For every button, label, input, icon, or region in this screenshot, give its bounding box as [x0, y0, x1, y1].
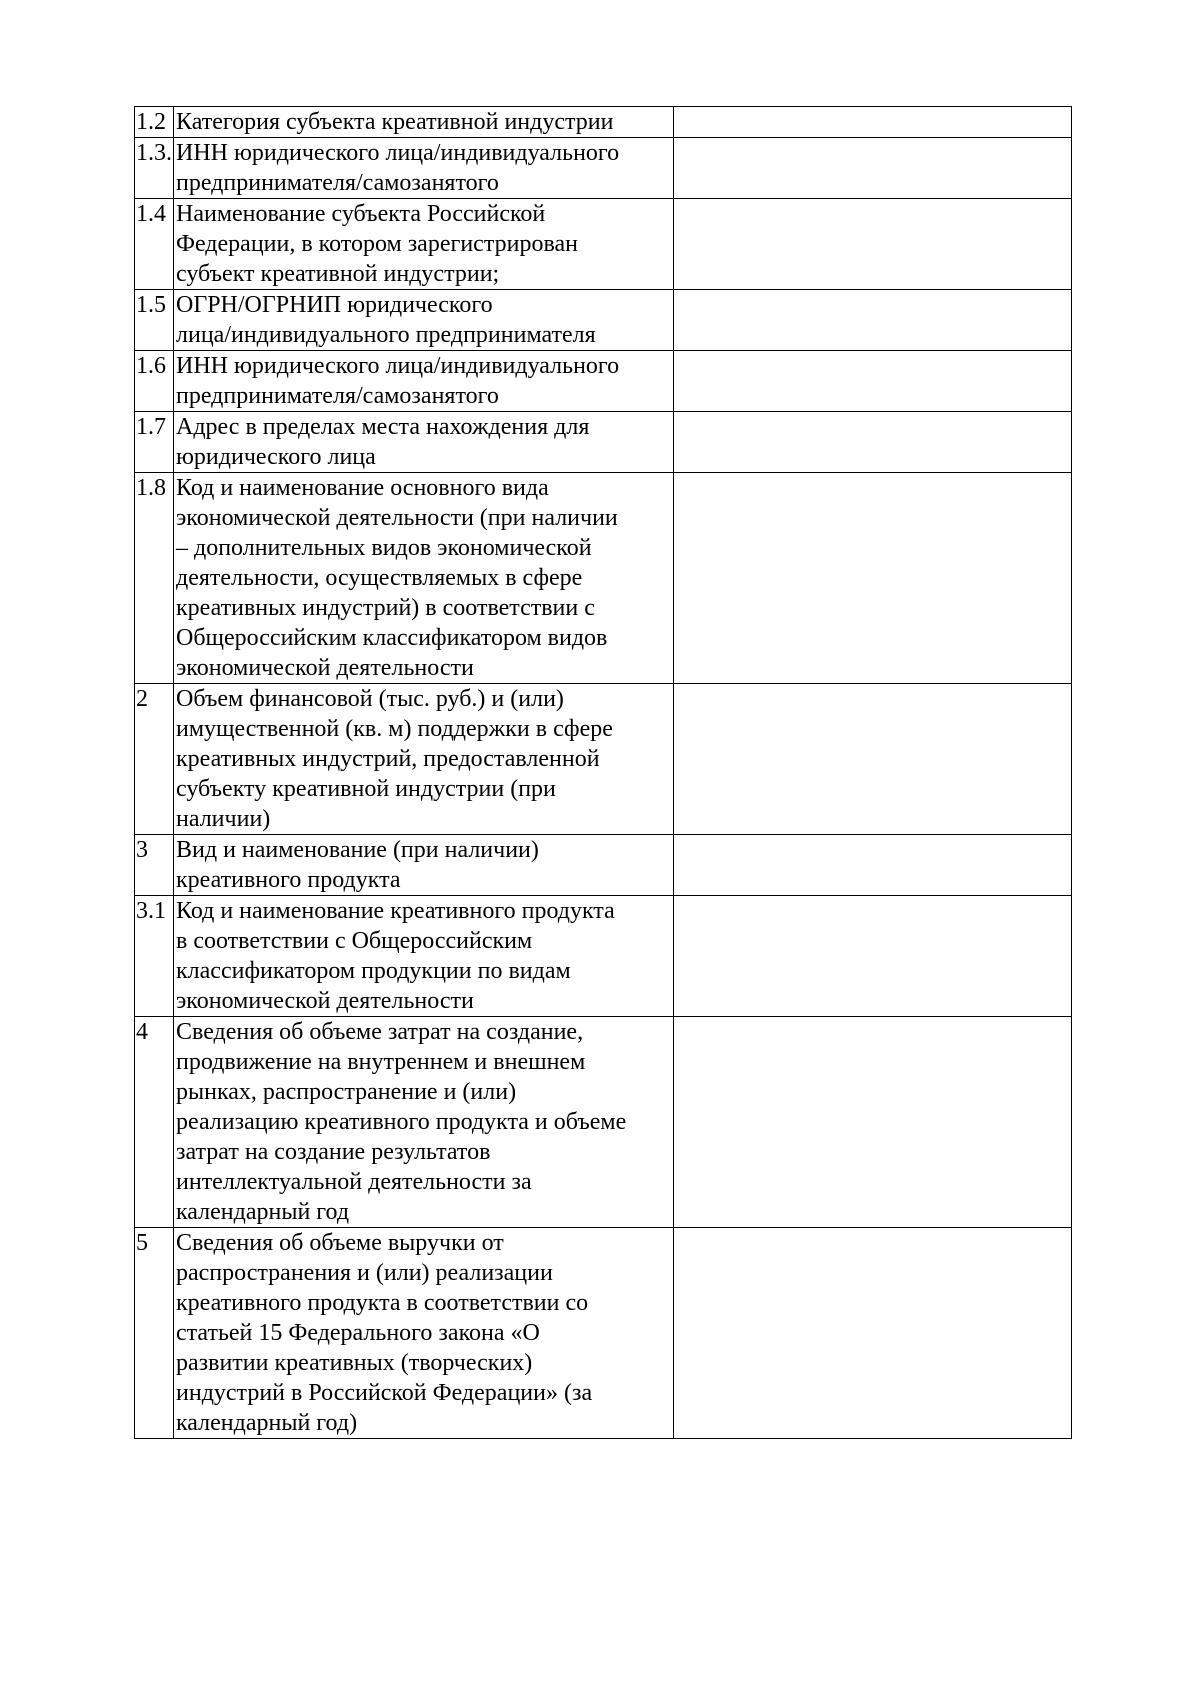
row-label-line: Объем финансовой (тыс. руб.) и (или)	[176, 686, 564, 712]
table-row	[135, 290, 1072, 351]
row-label-line: индустрий в Российской Федерации» (за	[176, 1380, 593, 1406]
table-row	[135, 473, 1072, 684]
row-label	[174, 835, 674, 896]
row-label	[174, 351, 674, 412]
row-label-line: Общероссийским классификатором видов	[176, 625, 608, 651]
row-label-line: наличии)	[176, 806, 271, 832]
row-number: 3	[135, 835, 174, 896]
row-label-line: – дополнительных видов экономической	[176, 535, 592, 561]
table-row	[135, 138, 1072, 199]
row-label-line: Адрес в пределах места нахождения для	[176, 414, 590, 440]
row-label	[174, 1228, 674, 1439]
row-label-line: классификатором продукции по видам	[176, 958, 571, 984]
row-label-line: экономической деятельности	[176, 988, 474, 1014]
table-row	[135, 896, 1072, 1017]
row-label-line: Федерации, в котором зарегистрирован	[176, 231, 578, 257]
row-value-field[interactable]	[674, 351, 1072, 412]
row-number: 5	[135, 1228, 174, 1439]
row-label-line: субъекту креативной индустрии (при	[176, 776, 556, 802]
table-row	[135, 107, 1072, 138]
row-value-field[interactable]	[674, 473, 1072, 684]
row-label-line: распространения и (или) реализации	[176, 1260, 553, 1286]
row-label-line: ОГРН/ОГРНИП юридического	[176, 292, 493, 318]
table-row	[135, 684, 1072, 835]
row-label-line: в соответствии с Общероссийским	[176, 928, 533, 954]
table-row	[135, 412, 1072, 473]
row-number: 1.3.	[135, 138, 174, 199]
row-label-line: Сведения об объеме выручки от	[176, 1230, 504, 1256]
row-label-line: календарный год	[176, 1199, 350, 1225]
table-row	[135, 199, 1072, 290]
row-label-line: календарный год)	[176, 1410, 358, 1436]
row-label-line: креативных индустрий, предоставленной	[176, 746, 600, 772]
table-row	[135, 1017, 1072, 1228]
row-label-line: креативного продукта в соответствии со	[176, 1290, 589, 1316]
row-value-field[interactable]	[674, 138, 1072, 199]
row-label-line: Категория субъекта креативной индустрии	[176, 109, 614, 135]
row-value-field[interactable]	[674, 1017, 1072, 1228]
row-label	[174, 684, 674, 835]
row-label-line: затрат на создание результатов	[176, 1139, 491, 1165]
table-row	[135, 835, 1072, 896]
row-value-field[interactable]	[674, 835, 1072, 896]
row-value-field[interactable]	[674, 107, 1072, 138]
row-label-line: креативных индустрий) в соответствии с	[176, 595, 595, 621]
row-number: 1.8	[135, 473, 174, 684]
row-label-line: экономической деятельности	[176, 655, 474, 681]
table-row	[135, 1228, 1072, 1439]
row-label-line: Наименование субъекта Российской	[176, 201, 546, 227]
row-label	[174, 412, 674, 473]
row-label-line: имущественной (кв. м) поддержки в сфере	[176, 716, 613, 742]
row-label-line: Код и наименование основного вида	[176, 475, 549, 501]
row-label	[174, 107, 674, 138]
row-label	[174, 290, 674, 351]
row-label-line: деятельности, осуществляемых в сфере	[176, 565, 583, 591]
form-table-body	[135, 107, 1072, 1439]
row-label	[174, 473, 674, 684]
row-value-field[interactable]	[674, 412, 1072, 473]
row-label-line: продвижение на внутреннем и внешнем	[176, 1049, 586, 1075]
row-label-line: предпринимателя/самозанятого	[176, 383, 499, 409]
row-number: 1.2	[135, 107, 174, 138]
row-value-field[interactable]	[674, 1228, 1072, 1439]
row-number: 4	[135, 1017, 174, 1228]
row-value-field[interactable]	[674, 199, 1072, 290]
row-value-field[interactable]	[674, 290, 1072, 351]
row-label-line: экономической деятельности (при наличии	[176, 505, 618, 531]
row-label-line: предпринимателя/самозанятого	[176, 170, 499, 196]
row-label	[174, 138, 674, 199]
row-number: 1.7	[135, 412, 174, 473]
row-label	[174, 896, 674, 1017]
row-label-line: Вид и наименование (при наличии)	[176, 837, 539, 863]
row-value-field[interactable]	[674, 896, 1072, 1017]
row-number: 1.6	[135, 351, 174, 412]
row-value-field[interactable]	[674, 684, 1072, 835]
row-label-line: рынках, распространение и (или)	[176, 1079, 517, 1105]
row-label-line: лица/индивидуального предпринимателя	[176, 322, 596, 348]
row-number: 2	[135, 684, 174, 835]
row-label-line: субъект креативной индустрии;	[176, 261, 500, 287]
row-label-line: Сведения об объеме затрат на создание,	[176, 1019, 584, 1045]
row-label-line: реализацию креативного продукта и объеме	[176, 1109, 627, 1135]
row-label	[174, 199, 674, 290]
row-label-line: ИНН юридического лица/индивидуального	[176, 353, 620, 379]
row-label-line: юридического лица	[176, 444, 376, 470]
table-row	[135, 351, 1072, 412]
row-label	[174, 1017, 674, 1228]
row-label-line: интеллектуальной деятельности за	[176, 1169, 532, 1195]
row-label-line: развитии креативных (творческих)	[176, 1350, 533, 1376]
row-label-line: Код и наименование креативного продукта	[176, 898, 615, 924]
row-number: 1.4	[135, 199, 174, 290]
row-label-line: статьей 15 Федерального закона «О	[176, 1320, 540, 1346]
row-label-line: ИНН юридического лица/индивидуального	[176, 140, 620, 166]
row-number: 1.5	[135, 290, 174, 351]
row-label-line: креативного продукта	[176, 867, 401, 893]
form-table	[134, 106, 1072, 1439]
row-number: 3.1	[135, 896, 174, 1017]
